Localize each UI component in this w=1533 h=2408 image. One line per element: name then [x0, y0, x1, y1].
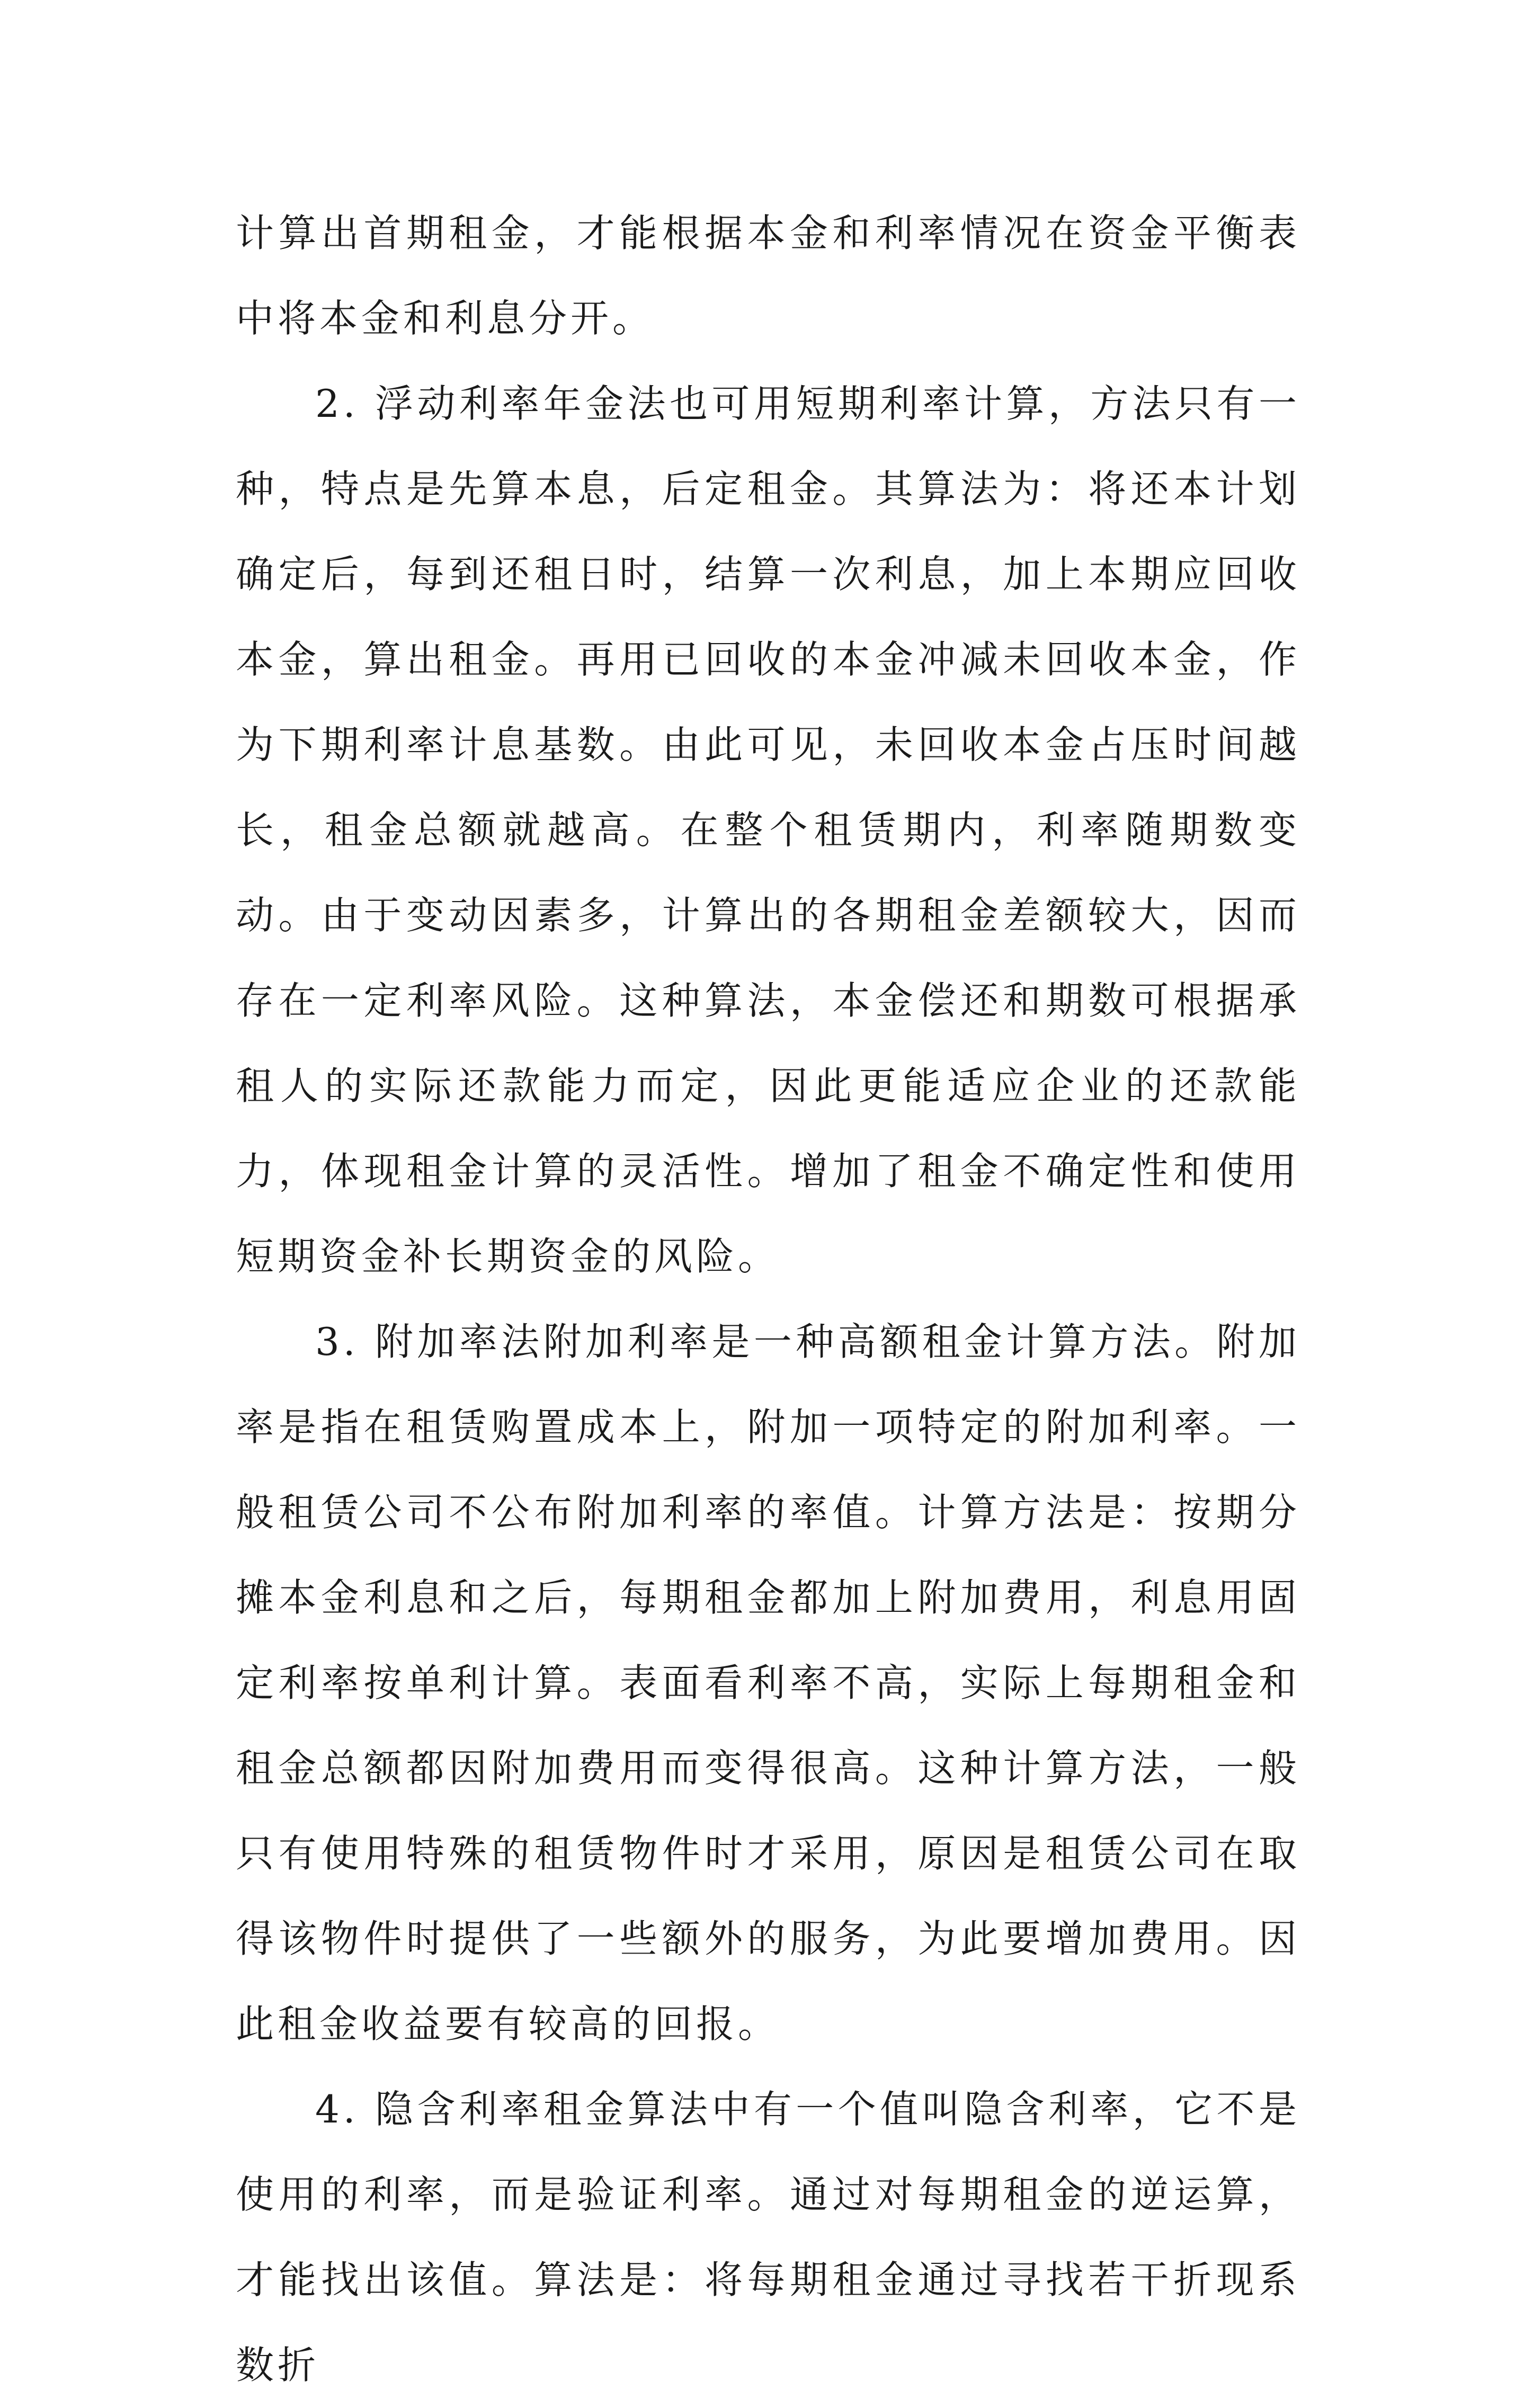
paragraph-add-on-rate: 3. 附加率法附加利率是一种高额租金计算方法。附加率是指在租赁购置成本上，附加一项特定的附加利率。一般租赁公司不公布附加利率的率值。计算方法是：按期分摊本金利息和之后，每期租金都加上附加费用，利息用固定利率按单利计算。表面看利率不高，实际上每期租金和租金总额都因附加费用而变得很高。这种计算方法，一般只有使用特殊的租赁物件时才采用，原因是租赁公司在取得该物件时提供了一些额外的服务，为此要增加费用。因此租金收益要有较高的回报。 [236, 1319, 1300, 2046]
body-text [236, 191, 1300, 2408]
paragraph-implicit-rate: 4. 隐含利率租金算法中有一个值叫隐含利率，它不是使用的利率，而是验证利率。通过对每期租金的逆运算，才能找出该值。算法是：将每期租金通过寻找若干折现系数折 [236, 2087, 1300, 2387]
paragraph-floating-rate-annuity: 2. 浮动利率年金法也可用短期利率计算，方法只有一种，特点是先算本息，后定租金。其算法为：将还本计划确定后，每到还租日时，结算一次利息，加上本期应回收本金，算出租金。再用已回收的本金冲减未回收本金，作为下期利率计息基数。由此可见，未回收本金占压时间越长，租金总额就越高。在整个租赁期内，利率随期数变动。由于变动因素多，计算出的各期租金差额较大，因而存在一定利率风险。这种算法，本金偿还和期数可根据承租人的实际还款能力而定，因此更能适应企业的还款能力，体现租金计算的灵活性。增加了租金不确定性和使用短期资金补长期资金的风险。 [236, 381, 1300, 1279]
paragraph-continued: 计算出首期租金，才能根据本金和利率情况在资金平衡表中将本金和利息分开。 [236, 211, 1300, 341]
